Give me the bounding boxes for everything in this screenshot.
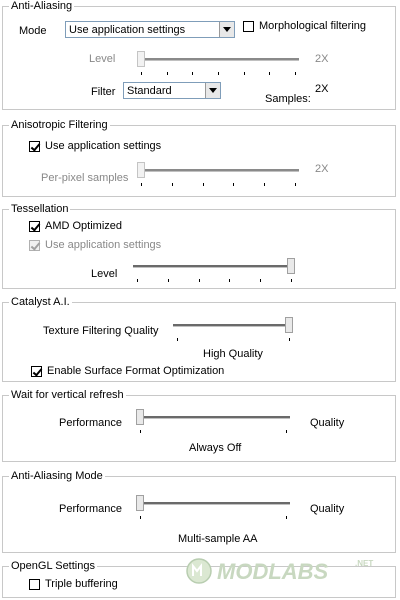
slider-tick <box>140 430 141 433</box>
aa-level-slider[interactable] <box>137 51 299 69</box>
slider-tick <box>141 72 142 75</box>
anti-aliasing-title: Anti-Aliasing <box>11 0 73 12</box>
slider-tick <box>260 279 261 282</box>
morphological-checkbox[interactable] <box>243 21 254 32</box>
triple-buffering-label[interactable]: Triple buffering <box>45 578 118 590</box>
slider-tick <box>137 279 138 282</box>
filter-label: Filter <box>91 86 116 98</box>
anisotropic-group <box>2 119 396 197</box>
tfq-slider-thumb[interactable] <box>285 317 293 333</box>
slider-tick <box>286 516 287 519</box>
per-pixel-value: 2X <box>315 163 329 175</box>
catalyst-title: Catalyst A.I. <box>11 296 70 308</box>
slider-tick <box>295 72 296 75</box>
slider-tick <box>177 338 178 341</box>
filter-select-value: Standard <box>127 85 172 97</box>
slider-tick <box>244 72 245 75</box>
surface-format-label[interactable]: Enable Surface Format Optimization <box>47 365 225 377</box>
amd-optimized-label[interactable]: AMD Optimized <box>45 220 123 232</box>
anisotropic-title: Anisotropic Filtering <box>11 119 108 131</box>
slider-tick <box>291 279 292 282</box>
slider-tick <box>289 338 290 341</box>
aa-mode-group <box>2 470 396 553</box>
filter-select[interactable] <box>123 82 221 99</box>
mode-label: Mode <box>19 25 47 37</box>
aa-mode-slider-thumb[interactable] <box>136 495 144 511</box>
aa-mode-right-label: Quality <box>310 503 345 515</box>
slider-tick <box>295 183 296 186</box>
slider-tick <box>168 279 169 282</box>
opengl-title: OpenGL Settings <box>11 560 95 572</box>
per-pixel-slider[interactable] <box>137 162 299 180</box>
surface-format-checkbox[interactable] <box>31 366 42 377</box>
vsync-group <box>2 389 396 462</box>
slider-tick <box>286 430 287 433</box>
level-label: Level <box>89 53 116 65</box>
aniso-use-app-checkbox[interactable] <box>29 141 40 152</box>
slider-tick <box>203 183 204 186</box>
tess-level-label: Level <box>91 268 118 280</box>
morphological-label[interactable]: Morphological filtering <box>259 20 366 32</box>
aa-mode-left-label: Performance <box>59 503 122 515</box>
aa-mode-value: Multi-sample AA <box>178 533 258 545</box>
tess-level-slider[interactable] <box>133 258 295 276</box>
vsync-slider[interactable] <box>136 409 290 427</box>
catalyst-group <box>2 296 396 382</box>
slider-tick <box>192 72 193 75</box>
slider-tick <box>233 183 234 186</box>
slider-tick <box>218 72 219 75</box>
mode-select[interactable] <box>65 21 235 38</box>
level-value: 2X <box>315 53 329 65</box>
aa-mode-title: Anti-Aliasing Mode <box>11 470 103 482</box>
per-pixel-slider-thumb[interactable] <box>137 162 145 178</box>
tfq-value: High Quality <box>203 348 263 360</box>
tessellation-group <box>2 203 396 289</box>
anti-aliasing-group <box>2 0 396 110</box>
tess-use-app-label[interactable]: Use application settings <box>45 239 162 251</box>
tess-level-slider-thumb[interactable] <box>287 258 295 274</box>
samples-label: Samples: <box>265 93 311 105</box>
slider-tick <box>141 183 142 186</box>
tessellation-title: Tessellation <box>11 203 69 215</box>
vsync-title: Wait for vertical refresh <box>11 389 124 401</box>
vsync-value: Always Off <box>189 442 242 454</box>
vsync-left-label: Performance <box>59 417 122 429</box>
modlabs-logo <box>185 556 395 586</box>
slider-tick <box>167 72 168 75</box>
chevron-down-icon[interactable] <box>205 83 220 98</box>
slider-tick <box>264 183 265 186</box>
tfq-slider[interactable] <box>173 317 293 335</box>
slider-tick <box>229 279 230 282</box>
amd-optimized-checkbox[interactable] <box>29 221 40 232</box>
tfq-label: Texture Filtering Quality <box>43 325 159 337</box>
mode-select-value: Use application settings <box>69 24 186 36</box>
aa-level-slider-thumb[interactable] <box>137 51 145 67</box>
aniso-use-app-label[interactable]: Use application settings <box>45 140 162 152</box>
slider-tick <box>140 516 141 519</box>
slider-tick <box>269 72 270 75</box>
modlabs-logo-text: MODLABS <box>217 559 329 584</box>
chevron-down-icon[interactable] <box>219 22 234 37</box>
samples-value: 2X <box>315 83 329 95</box>
per-pixel-label: Per-pixel samples <box>41 172 129 184</box>
slider-tick <box>199 279 200 282</box>
tess-use-app-checkbox[interactable] <box>29 240 40 251</box>
vsync-right-label: Quality <box>310 417 345 429</box>
vsync-slider-thumb[interactable] <box>136 409 144 425</box>
modlabs-logo-suffix: .NET <box>355 559 374 568</box>
aa-mode-slider[interactable] <box>136 495 290 513</box>
slider-tick <box>172 183 173 186</box>
triple-buffering-checkbox[interactable] <box>29 579 40 590</box>
